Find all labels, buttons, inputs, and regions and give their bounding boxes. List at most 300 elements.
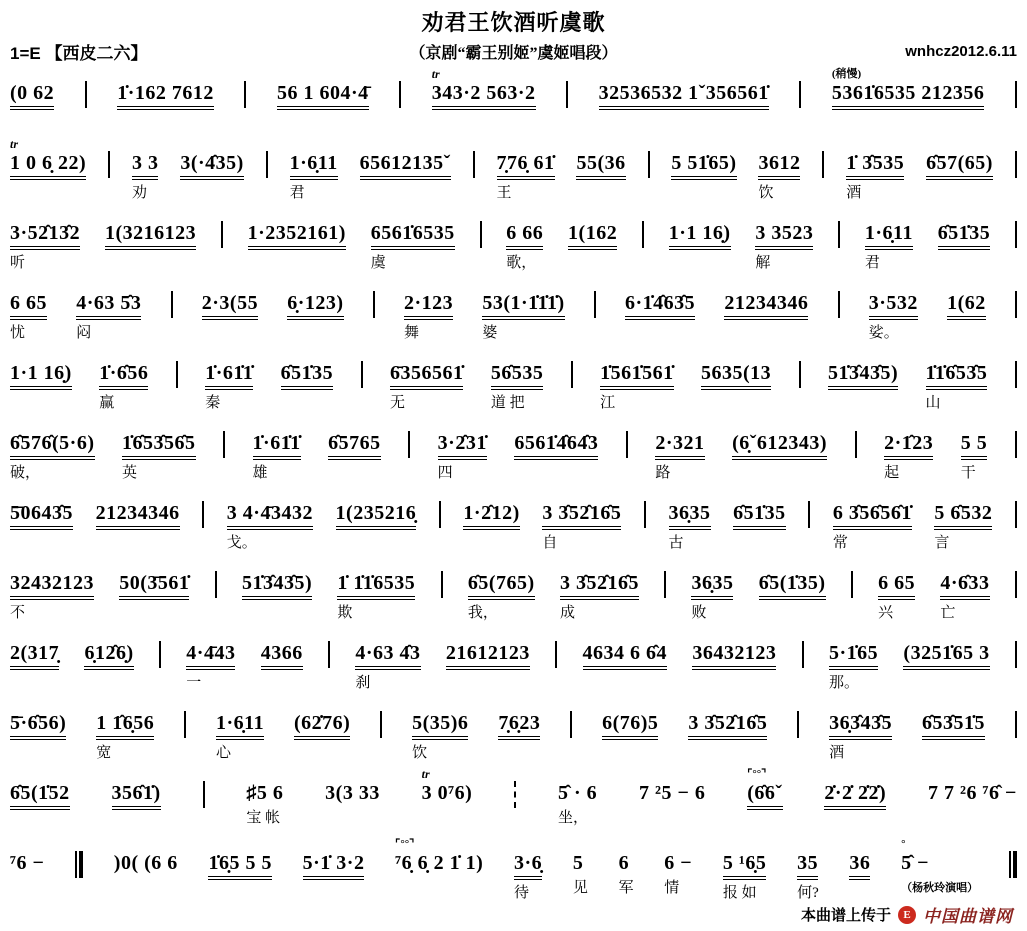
notes: ⁷6 −: [10, 852, 45, 874]
measure: [600, 348, 674, 413]
notes: 6̂576̂(5·6): [10, 431, 95, 460]
notes: 6̣·123): [287, 291, 343, 320]
notes: 1(162: [568, 221, 617, 250]
notes: (6̣ˇ612343): [732, 431, 827, 460]
notes: 50(3̄561̇: [119, 571, 189, 600]
notes: 1·1 16̣): [669, 221, 731, 250]
barline: [1015, 151, 1017, 178]
notes: 36̣35: [669, 501, 711, 530]
notes: 1̇·6̂56: [99, 361, 148, 390]
score-line: [10, 208, 1017, 273]
lyric: 何?: [797, 885, 819, 901]
notes: 3 3̂52̂16̂5: [688, 711, 767, 740]
measure: [390, 348, 464, 413]
barline: [184, 711, 186, 738]
lyric: 酒: [829, 745, 845, 761]
notes: 21612123: [446, 641, 530, 670]
lyric: 雄: [252, 465, 268, 481]
measure: [336, 488, 417, 553]
barline: [571, 361, 573, 388]
lyric: 兴: [878, 605, 894, 621]
measure: [10, 698, 66, 763]
measure: [105, 208, 196, 273]
notes: 1·6̣11: [216, 711, 264, 740]
barline: [644, 501, 646, 528]
notes: 4·63 5̂3: [76, 291, 141, 320]
measure: [688, 698, 767, 763]
notes: 3·532: [869, 291, 918, 320]
lyric: 我，: [467, 605, 498, 621]
measure: [468, 558, 535, 623]
notes: 1 0 6̣ 22): [10, 151, 86, 180]
notes: 6̄356561̇: [390, 361, 464, 390]
notes: 1̇·61̇1̇: [253, 431, 301, 460]
measure: [119, 558, 189, 623]
notes: 5 ¹6̣5: [723, 851, 767, 880]
notes: 6̂5(1̇52: [10, 781, 70, 810]
barline: [408, 431, 410, 458]
notes: 6 66: [506, 221, 543, 250]
measure: [253, 418, 301, 483]
notes: 6̂51̇35: [733, 501, 786, 530]
barline: [266, 151, 268, 178]
notes: 6 −: [664, 852, 693, 874]
barline: [1015, 291, 1017, 318]
measure: [602, 698, 658, 763]
notes: (6̂6ˇ: [747, 781, 782, 810]
notes: 6561̇4̂64̂3: [514, 431, 598, 460]
notes: 5̄·6̂56): [10, 711, 66, 740]
barline: [570, 711, 572, 738]
measure: [901, 838, 978, 898]
notes: 56̂535: [491, 361, 544, 390]
measure: [833, 488, 912, 553]
lyric: 干: [960, 465, 976, 481]
barline: [223, 431, 225, 458]
notes: 6 65: [878, 571, 915, 600]
measure: [325, 768, 380, 828]
measure: [639, 768, 705, 828]
measure: [558, 768, 597, 828]
notes: 5̄0643̂5: [10, 501, 73, 530]
measure: [96, 698, 154, 763]
notes: (0 62: [10, 81, 54, 110]
measure: [928, 768, 1017, 828]
measure: [294, 698, 350, 763]
measure: [903, 628, 989, 693]
measure: [692, 628, 776, 693]
barline: [1009, 851, 1017, 878]
notes: 21234346: [724, 291, 808, 320]
notes: 1̇1̇6̂53̂5: [926, 361, 988, 390]
notes: 1̇561̇561̇: [600, 361, 674, 390]
notes: 7 7 ²6 ⁷6̂ −: [928, 782, 1017, 804]
measure: [573, 838, 588, 898]
notes: 2(317̣: [10, 641, 59, 670]
barline: [664, 571, 666, 598]
lyric: 宽: [96, 745, 112, 761]
measure: [132, 138, 159, 203]
measure: [10, 278, 47, 343]
measure: [96, 488, 180, 553]
lyric: 起: [884, 465, 900, 481]
lyric: 劝: [131, 185, 147, 201]
notes: 3 3̂52̂16̂5: [560, 571, 639, 600]
barline: [1015, 431, 1017, 458]
measure: [404, 278, 453, 343]
page-title: 劝君王饮酒听虞歌: [421, 10, 606, 35]
notes: 4·6̂33: [940, 571, 989, 600]
lyric: 常: [832, 535, 848, 551]
measure: [878, 558, 915, 623]
measure: [122, 418, 196, 483]
notes: 6̂51̇35: [281, 361, 334, 390]
measure: [961, 418, 988, 483]
score-line: [10, 348, 1017, 413]
barline: [361, 361, 363, 388]
barline: [215, 571, 217, 598]
notes: 32432123: [10, 571, 94, 600]
score-line: [10, 488, 1017, 553]
notes: 56 1 604·4̄: [277, 81, 369, 110]
barline: [221, 221, 223, 248]
barline: [1015, 711, 1017, 738]
measure: [242, 558, 312, 623]
notes: 4634 6 6̂4: [583, 641, 668, 670]
notes: 6̣12̂6̣): [84, 641, 133, 670]
measure: [724, 278, 808, 343]
lyric: 虞: [370, 255, 386, 271]
notes: 1̇·61̇1̇: [205, 361, 253, 390]
lyric: 刹: [355, 675, 371, 691]
barline: [1015, 221, 1017, 248]
notes: 36: [849, 851, 870, 880]
measure: [10, 68, 54, 133]
measure: [216, 698, 264, 763]
notes: 1·2̂12): [463, 501, 519, 530]
notes: 2̇·2̇ 2̇2̇): [824, 781, 886, 810]
lyric: 听: [10, 255, 26, 271]
lyric: 秦: [205, 395, 221, 411]
measure: [755, 208, 813, 273]
barline: [373, 291, 375, 318]
lyric: 报 如: [722, 885, 757, 901]
barline: [642, 221, 644, 248]
barline: [203, 781, 205, 808]
notes: 2·3(55: [202, 291, 258, 320]
lyric: 王: [496, 185, 512, 201]
measure: [542, 488, 621, 553]
lyric: 一: [186, 675, 202, 691]
notes: 1̇·162 7612: [117, 81, 214, 110]
site-logo-letter: E: [903, 908, 911, 921]
measure: [227, 488, 313, 553]
lyric: 四: [437, 465, 453, 481]
notes: 3612: [758, 151, 800, 180]
measure: [926, 348, 988, 413]
measure: [514, 838, 542, 903]
lyric: 道 把: [490, 395, 525, 411]
notes: 6·1̇4̂63̂5: [625, 291, 695, 320]
lyric: 自: [542, 535, 558, 551]
measure: [497, 138, 555, 203]
measure: [202, 278, 258, 343]
notes: 6̂51̇35: [938, 221, 991, 250]
notes: 1·6̣11: [865, 221, 913, 250]
notes: 3 3523: [755, 221, 813, 250]
notes: 36̣35: [691, 571, 733, 600]
barline: [380, 711, 382, 738]
measure: [277, 68, 369, 133]
barline: [1015, 641, 1017, 668]
lyric: 不: [10, 605, 26, 621]
notes: 3 3: [132, 151, 159, 180]
footer: [10, 902, 1017, 931]
notes: 5·1̇65: [829, 641, 878, 670]
measure: [395, 838, 483, 898]
subtitle: （京剧“霸王别姬”虞姬唱段）: [409, 45, 618, 62]
measure: [10, 488, 73, 553]
lyric: 心: [216, 745, 232, 761]
notes: 6561̇6535: [371, 221, 455, 250]
notes: 6 65: [10, 291, 47, 320]
notes: 51̇3̂43̂5): [828, 361, 898, 390]
notes: 6 3̂56̂56̂1̇: [833, 501, 912, 530]
lyric: 破，: [10, 465, 41, 481]
transcriber-credit: wnhcz2012.6.11: [905, 43, 1017, 60]
notes: 3·52̂13̂2: [10, 221, 80, 250]
lyric: 成: [559, 605, 575, 621]
measure: [655, 418, 704, 483]
barline: [441, 571, 443, 598]
notes: (62̇76): [294, 711, 350, 740]
barline: [244, 81, 246, 108]
score-line: [10, 558, 1017, 623]
measure: [599, 68, 769, 133]
barline: [1015, 501, 1017, 528]
lyric: 酒: [846, 185, 862, 201]
barline: [838, 291, 840, 318]
lyric: 戈。: [226, 535, 257, 551]
barline: [1015, 361, 1017, 388]
measure: [10, 418, 95, 483]
barline: [75, 851, 83, 878]
lyric: 闷: [76, 325, 92, 341]
measure: [360, 138, 451, 203]
annotation: tr: [10, 137, 19, 151]
barline: [171, 291, 173, 318]
lyric: 古: [668, 535, 684, 551]
lyric: 见: [572, 880, 588, 896]
notes: 32536532 1ˇ356561̇: [599, 81, 769, 110]
measure: [412, 698, 468, 763]
barline: [566, 81, 568, 108]
upload-note: 本曲谱上传于: [800, 908, 891, 924]
notes: 1(235216̣: [336, 501, 417, 530]
barline: [855, 431, 857, 458]
barline: [808, 501, 810, 528]
barline: [626, 431, 628, 458]
measure: [671, 138, 736, 203]
lyric: 欺: [337, 605, 353, 621]
score-line: [10, 628, 1017, 693]
measure: [723, 838, 767, 903]
barline: [480, 221, 482, 248]
notes: 1(62: [947, 291, 986, 320]
score-line: [10, 838, 1017, 903]
lyric: 军: [618, 880, 634, 896]
notes: 5 51̇65): [671, 151, 736, 180]
score-line: [10, 68, 1017, 133]
measure: [10, 558, 94, 623]
lyric: 宝 帐: [246, 810, 281, 826]
measure: [99, 348, 148, 413]
lyric: 江: [600, 395, 616, 411]
barline: [797, 711, 799, 738]
measure: [180, 138, 244, 203]
notes: 1̇6̣5 5 5: [208, 851, 272, 880]
measure: [514, 418, 598, 483]
measure: [947, 278, 986, 343]
notes: 5361̇6535 212356: [832, 81, 985, 110]
measure: [290, 138, 338, 203]
barline: [473, 151, 475, 178]
measure: [84, 628, 133, 693]
notes: 3 0⁷6): [421, 782, 473, 804]
notes: 6̂57(65): [926, 151, 993, 180]
measure: [625, 278, 695, 343]
lyric: 败: [691, 605, 707, 621]
measure: [482, 278, 564, 343]
measure: [506, 208, 543, 273]
notes: ♯5 6: [246, 782, 284, 804]
barline: [1015, 81, 1017, 108]
measure: [669, 208, 731, 273]
measure: [846, 138, 904, 203]
measure: [10, 348, 72, 413]
measure: [940, 558, 989, 623]
lyric: 无: [389, 395, 405, 411]
notes: )0( (6 6: [113, 852, 178, 874]
notes: 36432123: [692, 641, 776, 670]
measure: [691, 558, 733, 623]
notes: 2·321: [655, 431, 704, 460]
annotation: ⌜°°⌝: [395, 838, 415, 850]
annotation: tr: [431, 67, 440, 81]
notes: 3 4·4̄3432: [227, 501, 313, 530]
barline: [802, 641, 804, 668]
measure: [114, 838, 178, 898]
measure: [76, 278, 141, 343]
measure: [619, 838, 634, 898]
measure: [576, 138, 625, 203]
notes: 35: [797, 851, 818, 880]
notes: 36̣3̂43̂5: [829, 711, 892, 740]
notes: 6(76)5: [602, 711, 658, 740]
notes: ⁷6̣ 6̣ 2 1̇ 1): [395, 852, 484, 874]
lyric: 君: [864, 255, 880, 271]
barline: [176, 361, 178, 388]
measure: [261, 628, 303, 693]
notes: 343·2 563·2: [432, 81, 536, 110]
notes: 7̣76̣ 61̇: [497, 151, 555, 180]
measure: [759, 558, 826, 623]
measure: [186, 628, 235, 693]
lyric: 那。: [828, 675, 859, 691]
lyric: 歌，: [506, 255, 537, 271]
lyric: 坐，: [557, 810, 588, 826]
site-name[interactable]: 中国曲谱网: [923, 907, 1013, 926]
measure: [303, 838, 365, 903]
lyric: 娑。: [868, 325, 899, 341]
measure: [246, 768, 283, 828]
notes: 1·1 16̣): [10, 361, 72, 390]
measure: [422, 768, 473, 828]
barline: [594, 291, 596, 318]
measure: [669, 488, 711, 553]
lyric: 解: [755, 255, 771, 271]
notes: 4·63 4̂3: [355, 641, 420, 670]
lyric: 婆: [482, 325, 498, 341]
barline: [328, 641, 330, 668]
lyric: 舞: [403, 325, 419, 341]
notes: 1̇ 1̇1̇6535: [337, 571, 415, 600]
measure: [865, 208, 913, 273]
measure: [832, 68, 985, 133]
lyric: 忧: [10, 325, 26, 341]
barline: [159, 641, 161, 668]
measure: [926, 138, 993, 203]
lyric: 情: [664, 880, 680, 896]
notes: 55(36: [576, 151, 625, 180]
notes: 53(1·1̇1̇1̇): [482, 291, 564, 320]
notes: 6: [618, 852, 630, 874]
measure: [869, 278, 918, 343]
measure: [491, 348, 544, 413]
notes: 6̂5765: [328, 431, 381, 460]
measure: [337, 558, 415, 623]
score-line: [10, 418, 1017, 483]
measure: [732, 418, 827, 483]
measure: [934, 488, 992, 553]
score: [10, 68, 1017, 903]
notes: 1̇6̂53̂56̂5: [122, 431, 196, 460]
lyric: 君: [289, 185, 305, 201]
notes: 3·2̂31̇: [438, 431, 487, 460]
notes: 1·6̣11: [290, 151, 338, 180]
measure: [208, 838, 272, 903]
lyric: 路: [655, 465, 671, 481]
lyric: （杨秋玲演唱）: [901, 882, 979, 894]
measure: [884, 418, 933, 483]
notes: 5 6̂532: [934, 501, 992, 530]
measure: [701, 348, 771, 413]
measure: [281, 348, 334, 413]
measure: [829, 698, 892, 763]
notes: 2·1̂23: [884, 431, 933, 460]
score-line: [10, 138, 1017, 203]
notes: (3251̇65 3: [903, 641, 989, 670]
measure: [922, 698, 985, 763]
lyric: 言: [934, 535, 950, 551]
notes: 5: [572, 852, 584, 874]
notes: 1·2352161): [248, 221, 346, 250]
measure: [463, 488, 519, 553]
notes: 5(35)6: [412, 711, 468, 740]
lyric: 亡: [940, 605, 956, 621]
measure: [10, 768, 70, 833]
barline: [514, 781, 516, 808]
